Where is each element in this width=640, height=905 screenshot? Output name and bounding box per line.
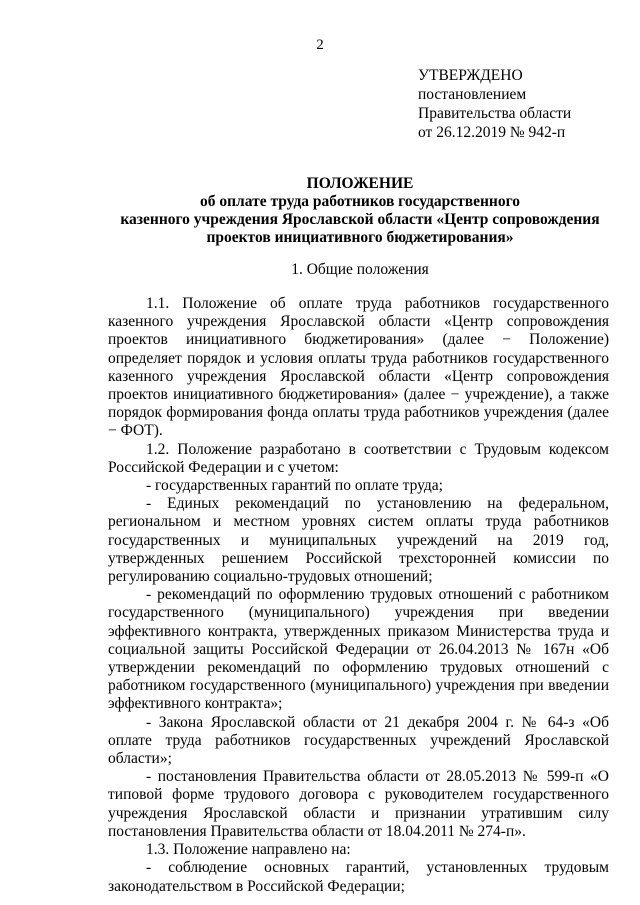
paragraph: 1.2. Положение разработано в соответствии с Трудовым кодексом Российской Федерации и с учетом:	[108, 440, 609, 476]
title-line: проектов инициативного бюджетирования»	[206, 229, 514, 246]
approval-line: Правительства области	[418, 105, 572, 122]
page-number: 2	[316, 37, 324, 53]
title-heading: ПОЛОЖЕНИЕ	[306, 175, 414, 192]
title-line: казенного учреждения Ярославской области «Центр сопровождения	[120, 211, 600, 228]
paragraph: - Закона Ярославской области от 21 декабря 2004 г. № 64-з «Об оплате труда работников государственных учреждений Ярославской области»;	[108, 713, 609, 768]
paragraph: - государственных гарантий по оплате труда;	[146, 477, 443, 495]
paragraph: - рекомендаций по оформлению трудовых отношений с работником государственного (муниципального) учреждения при введении эффективного контракта, утвержденных приказом Министерства труда и социальной защиты Российской Федерации от 26.04.2013 № 167н «Об утверждении рекомендаций по оформлению трудовых отношений с работником государственного (муниципального) учреждения при введении эффективного контракта»;	[108, 586, 609, 713]
paragraph: 1.1. Положение об оплате труда работников государственного казенного учреждения Ярославской области «Центр сопровождения проектов инициативного бюджетирования» (далее − Положение) определяет порядок и условия оплаты труда работников государственного казенного учреждения Ярославской области «Центр сопровождения проектов инициативного бюджетирования» (далее − учреждение), а также порядок формирования фонда оплаты труда работников учреждения (далее − ФОТ).	[108, 295, 609, 440]
paragraph: - Единых рекомендаций по установлению на федеральном, региональном и местном уровнях систем оплаты труда работников государственных и муниципальных учреждений на 2019 год, утвержденных решением Российской трехсторонней комиссии по регулированию социально-трудовых отношений;	[108, 495, 609, 586]
paragraph: 1.3. Положение направлено на:	[146, 841, 351, 859]
approval-line: УТВЕРЖДЕНО	[418, 67, 523, 84]
paragraph: - постановления Правительства области от 28.05.2013 № 599-п «О типовой форме трудового договора с руководителем государственного учреждения Ярославской области и признании утратившим силу постановления Правительства области от 18.04.2011 № 274-п».	[108, 768, 609, 840]
title-line: об оплате труда работников государственного	[199, 193, 521, 210]
approval-line: постановлением	[418, 86, 527, 103]
body-text	[108, 295, 609, 896]
approval-stamp	[418, 66, 628, 142]
document-title	[80, 175, 640, 247]
section-heading: 1. Общие положения	[291, 261, 429, 278]
paragraph: - соблюдение основных гарантий, установленных трудовым законодательством в Российской Федерации;	[108, 859, 609, 895]
approval-line: от 26.12.2019 № 942-п	[418, 124, 566, 141]
